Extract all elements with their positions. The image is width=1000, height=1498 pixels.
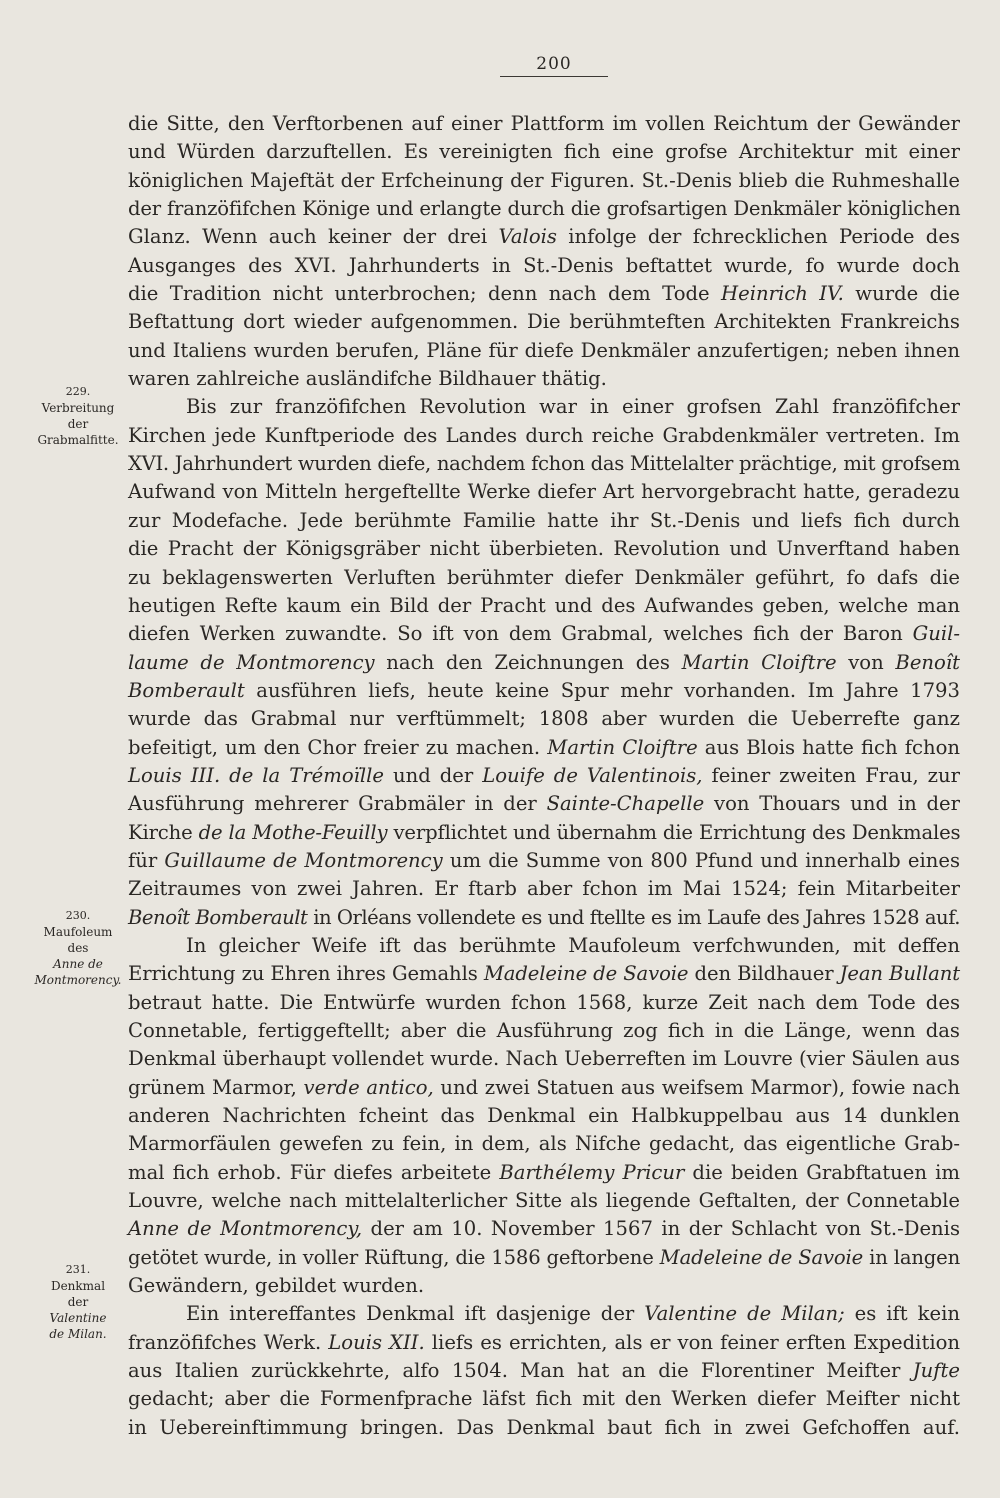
text-line <box>128 280 960 308</box>
text-run: in langen <box>863 1245 961 1269</box>
text-run: der am 10. November 1567 in der Schlacht von St.-Denis <box>362 1217 960 1241</box>
italic-name: Barthélemy Pricur <box>499 1160 685 1184</box>
text-line: zu beklagenswerten Verluften berühmter diefer Denkmäler geführt, fo dafs die <box>128 565 960 589</box>
text-line <box>128 1329 960 1357</box>
text-line: waren zahlreiche ausländifche Bildhauer thätig. <box>128 367 607 391</box>
text-line: in Uebereinftimmung bringen. Das Denkmal baut fich in zwei Gefchoffen auf. <box>128 1415 960 1439</box>
italic-name: Benoît Bomberault <box>128 905 308 929</box>
text-line: zur Modefache. Jede berühmte Familie hatte ihr St.-Denis und liefs fich durch <box>128 508 960 532</box>
text-line <box>128 1244 960 1272</box>
text-run: verpflichtet und übernahm die Errichtung des Denkmales <box>387 820 961 844</box>
margin-note-line: Grabmalfitte. <box>37 433 119 447</box>
italic-name: Guil- <box>912 622 960 646</box>
margin-note-229 <box>28 384 128 448</box>
text-line: die Sitte, den Verftorbenen auf einer Plattform im vollen Reichtum der Gewänder <box>128 112 960 135</box>
text-run: in Orléans vollendete es und ftellte es im Laufe des Jahres 1528 auf. <box>307 905 961 929</box>
margin-note-line: de Milan. <box>49 1327 107 1341</box>
text-line: Bis zur franzöfifchen Revolution war in einer grofsen Zahl franzöfifcher <box>186 395 960 419</box>
text-line <box>128 1159 960 1187</box>
text-line <box>128 1074 960 1102</box>
text-run: franzöfifches Werk. <box>128 1330 329 1354</box>
text-line: und Italiens wurden berufen, Pläne für diefe Denkmäler anzufertigen; neben ihnen <box>128 338 960 362</box>
italic-name: Heinrich IV. <box>721 282 844 306</box>
italic-name: Anne de Montmorency, <box>128 1217 363 1241</box>
text-run: feiner zweiten Frau, zur <box>702 763 960 787</box>
text-run: Glanz. Wenn auch keiner der drei <box>128 225 499 249</box>
text-run: und zwei Statuen aus weifsem Marmor), fowie nach <box>433 1075 960 1099</box>
text-run: von <box>836 650 896 674</box>
margin-note-line: der <box>67 1295 89 1309</box>
text-run: aus Italien zurückkehrte, alfo 1504. Man hat an die Florentiner Meifter <box>128 1359 913 1383</box>
margin-note-line: Anne de <box>53 957 103 971</box>
text-line: die Pracht der Königsgräber nicht überbieten. Revolution und Unverftand haben <box>128 537 960 561</box>
margin-note-230 <box>28 908 128 988</box>
text-line <box>128 790 960 818</box>
text-line: Gewändern, gebildet wurden. <box>128 1274 425 1298</box>
text-line: Ausganges des XVI. Jahrhunderts in St.-Denis beftattet wurde, fo wurde doch <box>128 253 960 277</box>
italic-name: Benoît <box>895 650 960 674</box>
text-line <box>128 960 960 988</box>
text-run: Ausführung mehrerer Grabmäler in der <box>128 792 547 816</box>
paragraph <box>128 932 960 1300</box>
italic-name: de la Mothe-Feuilly <box>198 820 388 844</box>
text-line <box>128 904 960 932</box>
text-run: diefen Werken zuwandte. So ift von dem Grabmal, welches fich der Baron <box>128 622 913 646</box>
italic-name: Valentine de Milan; <box>644 1302 845 1326</box>
text-line: und Würden darzuftellen. Es vereinigten fich eine grofse Architektur mit einer <box>128 140 960 164</box>
margin-note-number: 229. <box>65 385 91 398</box>
margin-note-line: Valentine <box>49 1311 107 1325</box>
text-line <box>128 620 960 648</box>
text-run: Kirche <box>128 820 199 844</box>
text-run: mal fich erhob. Für diefes arbeitete <box>128 1160 500 1184</box>
italic-name: Madeleine de Savoie <box>659 1245 864 1269</box>
text-line: königlichen Majeftät der Erfcheinung der Figuren. St.-Denis blieb die Ruhmeshalle <box>128 168 960 192</box>
text-line: Louvre, welche nach mittelalterlicher Sitte als liegende Geftalten, der Connetable <box>128 1189 960 1213</box>
italic-name: Jean Bullant <box>839 962 960 986</box>
margin-note-line: Verbreitung <box>41 401 115 415</box>
margin-note-line: Montmorency. <box>34 973 122 987</box>
italic-name: Sainte-Chapelle <box>546 792 705 816</box>
text-run: den Bildhauer <box>688 962 840 986</box>
text-line <box>128 1215 960 1243</box>
text-line <box>128 819 960 847</box>
text-run: Errichtung zu Ehren ihres Gemahls <box>128 962 484 986</box>
italic-name: Louis XII. <box>328 1330 425 1354</box>
text-run: um die Summe von 800 Pfund und innerhalb eines <box>442 848 961 872</box>
text-run: grünem Marmor, <box>128 1075 304 1099</box>
text-run: Ein intereffantes Denkmal ift dasjenige der <box>186 1302 645 1326</box>
text-line: Connetable, fertiggeftellt; aber die Ausführung zog fich in die Länge, wenn das <box>128 1019 960 1042</box>
text-run: ausführen liefs, heute keine Spur mehr vorhanden. Im Jahre 1793 <box>244 678 960 702</box>
body-text <box>128 110 960 1442</box>
text-line: Aufwand von Mitteln hergeftellte Werke diefer Art hervorgebracht hatte, geradezu <box>128 480 960 504</box>
margin-note-line: der <box>67 417 89 431</box>
text-line: XVI. Jahrhundert wurden diefe, nachdem fchon das Mittelalter prächtige, mit grofsem <box>128 452 961 476</box>
italic-name: Madeleine de Savoie <box>483 962 689 986</box>
text-line <box>128 677 960 705</box>
text-run: es ift kein <box>844 1302 960 1326</box>
text-line <box>128 223 960 251</box>
text-run: und der <box>384 763 483 787</box>
paragraph <box>128 393 960 932</box>
margin-note-231 <box>28 1262 128 1342</box>
italic-name: Louife de Valentinois, <box>482 763 703 787</box>
text-line: der franzöfifchen Könige und erlangte durch die grofsartigen Denkmäler königlichen <box>128 197 961 221</box>
text-line: betraut hatte. Die Entwürfe wurden fchon 1568, kurze Zeit nach dem Tode des <box>128 990 960 1014</box>
text-line <box>128 1357 960 1385</box>
text-line <box>128 1300 960 1328</box>
text-line: Beftattung dort wieder aufgenommen. Die berühmteften Architekten Frankreichs <box>128 310 960 334</box>
italic-name: Jufte <box>912 1359 960 1383</box>
text-run: aus Blois hatte fich fchon <box>697 735 960 759</box>
italic-name: Bomberault <box>128 678 245 702</box>
margin-note-line: des <box>67 941 89 955</box>
italic-name: verde antico, <box>303 1075 434 1099</box>
margin-note-line: Maufoleum <box>43 925 113 939</box>
text-run: die Tradition nicht unterbrochen; denn nach dem Tode <box>128 282 722 306</box>
text-run: liefs es errichten, als er von feiner erften Expedition <box>424 1330 961 1354</box>
text-run: für <box>128 848 165 872</box>
text-line <box>128 734 960 762</box>
text-line: In gleicher Weife ift das berühmte Maufoleum verfchwunden, mit deffen <box>186 933 960 957</box>
text-run: befeitigt, um den Chor freier zu machen. <box>128 735 548 759</box>
text-line: gedacht; aber die Formenfprache läfst fich mit den Werken diefer Meifter nicht <box>128 1387 960 1411</box>
paragraph <box>128 1300 960 1442</box>
text-line <box>128 847 960 875</box>
italic-name: Valois <box>498 225 557 249</box>
text-line: heutigen Refte kaum ein Bild der Pracht und des Aufwandes geben, welche man <box>128 593 960 617</box>
margin-note-number: 230. <box>65 909 91 922</box>
text-line: wurde das Grabmal nur verftümmelt; 1808 aber wurden die Ueberrefte ganz <box>128 707 960 731</box>
text-line: Zeitraumes von zwei Jahren. Er ftarb aber fchon im Mai 1524; fein Mitarbeiter <box>128 877 960 901</box>
text-line: anderen Nachrichten fcheint das Denkmal ein Halbkuppelbau aus 14 dunklen <box>128 1104 960 1128</box>
text-run: getötet wurde, in voller Rüftung, die 1586 geftorbene <box>128 1245 660 1269</box>
page-number: 200 <box>500 54 608 77</box>
italic-name: Martin Cloiftre <box>681 650 837 674</box>
text-line <box>128 762 960 790</box>
margin-note-line: Denkmal <box>50 1279 106 1293</box>
italic-name: Guillaume de Montmorency <box>164 848 443 872</box>
text-run: nach den Zeichnungen des <box>374 650 682 674</box>
text-line: Kirchen jede Kunftperiode des Landes durch reiche Grabdenkmäler vertreten. Im <box>128 423 960 447</box>
text-line: Marmorfäulen gewefen zu fein, in dem, als Nifche gedacht, das eigentliche Grab- <box>128 1132 960 1156</box>
text-line <box>128 649 960 677</box>
text-run: die beiden Grabftatuen im <box>684 1160 960 1184</box>
italic-name: Martin Cloiftre <box>547 735 698 759</box>
italic-name: laume de Montmorency <box>128 650 375 674</box>
margin-note-number: 231. <box>65 1263 91 1276</box>
italic-name: Louis III. de la Trémoïlle <box>128 763 385 787</box>
text-run: wurde die <box>843 282 961 306</box>
text-line: Denkmal überhaupt vollendet wurde. Nach Ueberreften im Louvre (vier Säulen aus <box>128 1047 960 1071</box>
text-run: infolge der fchrecklichen Periode des <box>556 225 960 249</box>
text-run: von Thouars und in der <box>704 792 960 816</box>
paragraph <box>128 110 960 393</box>
